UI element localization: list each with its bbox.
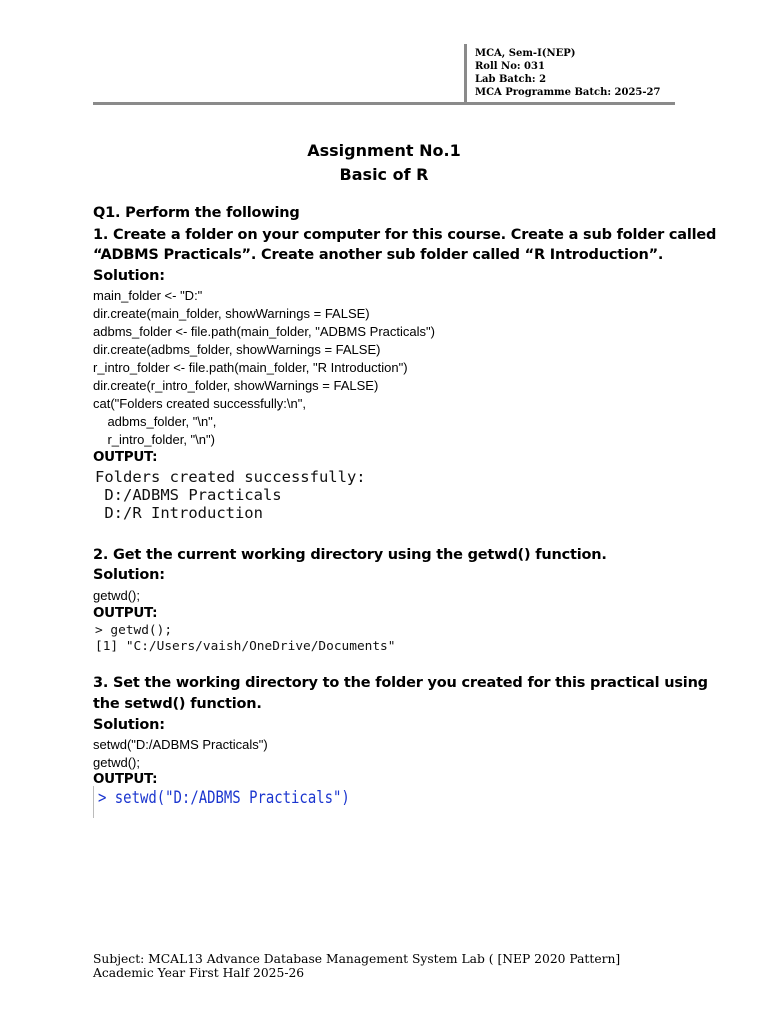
q1-code-line: main_folder <- "D:" <box>93 288 203 303</box>
q1-code-line: r_intro_folder <- file.path(main_folder, "R Introduction") <box>93 360 408 375</box>
q1-output-line: D:/R Introduction <box>95 504 263 522</box>
q3-output-command: > setwd("D:/ADBMS Practicals") <box>98 788 350 808</box>
q1-solution-label: Solution: <box>93 268 165 284</box>
q1-task-line-2: “ADBMS Practicals”. Create another sub folder called “R Introduction”. <box>93 247 664 263</box>
q2-solution-label: Solution: <box>93 567 165 583</box>
q3-code-line: getwd(); <box>93 755 140 770</box>
q3-code-line: setwd("D:/ADBMS Practicals") <box>93 737 268 752</box>
q3-solution-label: Solution: <box>93 717 165 733</box>
q3-task-line-2: the setwd() function. <box>93 696 262 712</box>
q1-code-line: dir.create(adbms_folder, showWarnings = FALSE) <box>93 342 381 357</box>
q1-output-line: D:/ADBMS Practicals <box>95 486 282 504</box>
q1-code-line: cat("Folders created successfully:\n", <box>93 396 306 411</box>
header-roll-no: Roll No: 031 <box>475 61 545 72</box>
q2-output-label: OUTPUT: <box>93 605 158 621</box>
q3-task-line-1: 3. Set the working directory to the folder you created for this practical using <box>93 675 708 691</box>
q1-code-line: dir.create(main_folder, showWarnings = FALSE) <box>93 306 370 321</box>
q2-output-command: > getwd(); <box>95 623 173 638</box>
assignment-subtitle: Basic of R <box>339 165 429 184</box>
assignment-title: Assignment No.1 <box>307 141 461 160</box>
q2-code-line: getwd(); <box>93 588 140 603</box>
q1-output-label: OUTPUT: <box>93 449 158 465</box>
q1-task-line-1: 1. Create a folder on your computer for this course. Create a sub folder called <box>93 227 717 243</box>
footer-subject: Subject: MCAL13 Advance Database Management System Lab ( [NEP 2020 Pattern] <box>93 952 621 966</box>
header-programme-batch: MCA Programme Batch: 2025-27 <box>475 87 661 98</box>
q2-output-result: [1] "C:/Users/vaish/OneDrive/Documents" <box>95 639 396 654</box>
q3-output-label: OUTPUT: <box>93 771 158 787</box>
document-header-info <box>464 44 677 102</box>
q1-output-line: Folders created successfully: <box>95 468 366 486</box>
q1-heading: Q1. Perform the following <box>93 205 300 221</box>
footer-academic-year: Academic Year First Half 2025-26 <box>93 966 305 980</box>
q1-code-line: r_intro_folder, "\n") <box>93 432 215 447</box>
q3-output-screenshot <box>93 786 354 818</box>
header-class: MCA, Sem-I(NEP) <box>475 48 576 59</box>
q1-code-line: adbms_folder, "\n", <box>93 414 217 429</box>
header-divider <box>93 102 675 105</box>
header-lab-batch: Lab Batch: 2 <box>475 74 547 85</box>
q1-code-line: dir.create(r_intro_folder, showWarnings = FALSE) <box>93 378 379 393</box>
q2-task: 2. Get the current working directory using the getwd() function. <box>93 547 607 563</box>
q1-code-line: adbms_folder <- file.path(main_folder, "ADBMS Practicals") <box>93 324 435 339</box>
